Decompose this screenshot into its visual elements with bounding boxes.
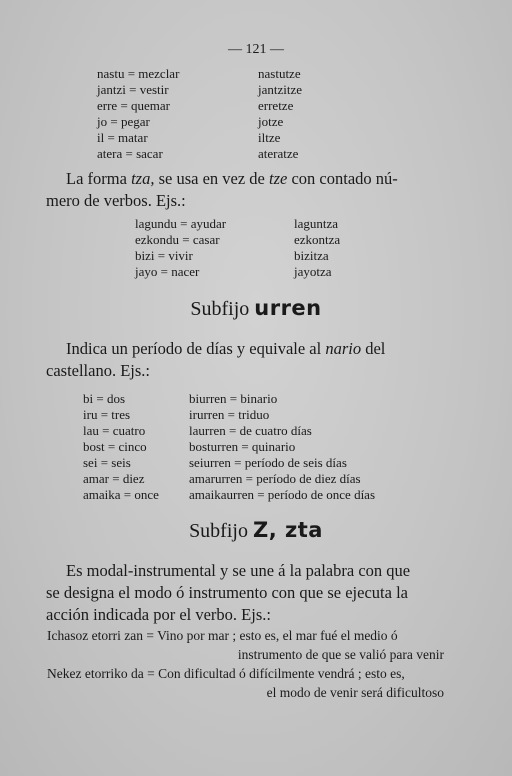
- heading-suffix: urren: [254, 296, 322, 320]
- list-item: bizi = vivir: [135, 248, 193, 263]
- paragraph-text: con contado nú-: [287, 169, 398, 188]
- list-item: jayo = nacer: [135, 264, 200, 279]
- list2-right: [294, 216, 340, 280]
- list-item: amar = diez: [83, 471, 145, 486]
- example1-line1: Ichasoz etorri zan = Vino por mar ; esto es, el mar fué el medio ó: [47, 628, 398, 643]
- heading-prefix: Subfijo: [189, 520, 253, 542]
- list-item: bost = cinco: [83, 439, 147, 454]
- paragraph-text: La forma: [66, 169, 132, 188]
- list-item: jo = pegar: [97, 114, 150, 129]
- example2-line1: Nekez etorriko da = Con dificultad ó difícilmente vendrá ; esto es,: [47, 666, 405, 681]
- list1-left: [97, 66, 179, 162]
- list3-left: [83, 391, 159, 503]
- paragraph-zta-line1: Es modal-instrumental y se une á la palabra con que: [66, 561, 411, 580]
- italic-word: tze: [269, 169, 288, 188]
- italic-word: tza,: [131, 169, 155, 188]
- paragraph-text: Indica un período de días y equivale al: [66, 339, 326, 358]
- paragraph-zta-line3: acción indicada por el verbo. Ejs.:: [46, 605, 271, 624]
- list-item: erre = quemar: [97, 98, 171, 113]
- paragraph-urren-line2: castellano. Ejs.:: [46, 361, 151, 380]
- list-item: ezkontza: [294, 232, 341, 247]
- example1-line2: instrumento de que se valió para venir: [237, 647, 444, 662]
- list3-right: [189, 391, 375, 503]
- list-item: biurren = binario: [189, 391, 278, 406]
- list-item: bi = dos: [83, 391, 126, 406]
- list-item: amaika = once: [83, 487, 159, 502]
- paragraph-text: se usa en vez de: [154, 169, 269, 188]
- paragraph-zta-line2: se designa el modo ó instrumento con que se ejecuta la: [46, 583, 408, 602]
- paragraph-tza-line2: mero de verbos. Ejs.:: [46, 191, 186, 210]
- list-item: atera = sacar: [97, 146, 163, 161]
- list-item: sei = seis: [83, 455, 131, 470]
- list-item: iltze: [258, 130, 281, 145]
- list-item: lagundu = ayudar: [135, 216, 227, 231]
- list-item: laurren = de cuatro días: [189, 423, 312, 438]
- example2-line2: el modo de venir será dificultoso: [266, 685, 444, 700]
- list-item: seiurren = período de seis días: [189, 455, 347, 470]
- list-item: amarurren = período de diez días: [189, 471, 361, 486]
- heading-prefix: Subfijo: [190, 298, 255, 320]
- section-heading-urren: [0, 296, 512, 321]
- list-item: amaikaurren = período de once días: [189, 487, 376, 502]
- list-item: iru = tres: [83, 407, 131, 422]
- list-item: jotze: [258, 114, 284, 129]
- list-item: lau = cuatro: [83, 423, 146, 438]
- list-item: jantzitze: [258, 82, 303, 97]
- section-heading-zta: [0, 518, 512, 543]
- heading-suffix: Z, zta: [252, 518, 323, 542]
- list-item: laguntza: [294, 216, 339, 231]
- list-item: il = matar: [97, 130, 148, 145]
- italic-word: nario: [325, 339, 362, 358]
- list-item: ateratze: [258, 146, 299, 161]
- paragraph-urren: [66, 338, 385, 360]
- list-item: bosturren = quinario: [189, 439, 296, 454]
- list2-left: [135, 216, 226, 280]
- paragraph-tza: [66, 168, 446, 190]
- list-item: jantzi = vestir: [97, 82, 169, 97]
- list-item: bizitza: [294, 248, 329, 263]
- list-item: nastu = mezclar: [97, 66, 180, 81]
- page-number: — 121 —: [228, 42, 284, 57]
- list-item: ezkondu = casar: [135, 232, 220, 247]
- list-item: nastutze: [258, 66, 301, 81]
- list1-right: [258, 66, 302, 162]
- paragraph-text: del: [361, 339, 386, 358]
- list-item: jayotza: [294, 264, 332, 279]
- list-item: erretze: [258, 98, 294, 113]
- list-item: irurren = triduo: [189, 407, 270, 422]
